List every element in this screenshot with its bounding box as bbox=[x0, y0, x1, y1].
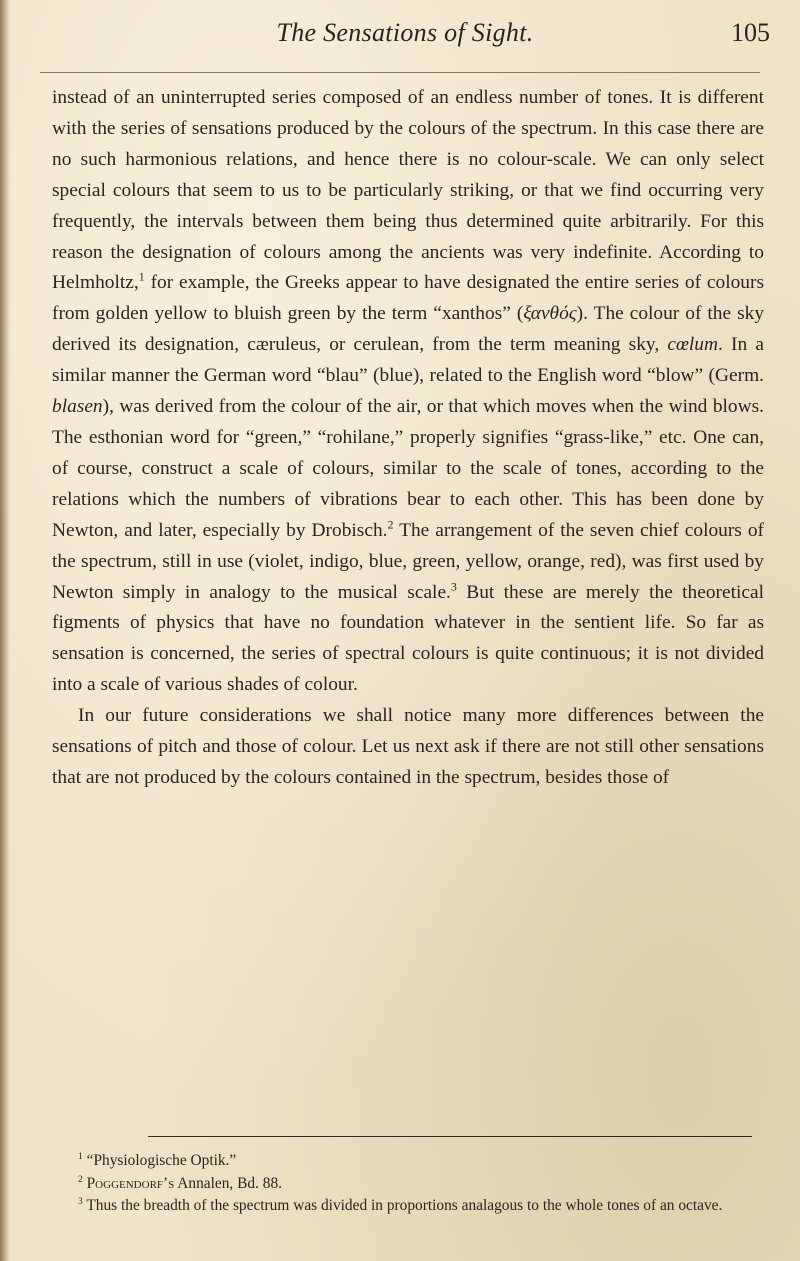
footnote-text: Thus the breadth of the spectrum was divided in proportions analagous to the whole tones of an octave. bbox=[86, 1197, 723, 1214]
text-run: But these are merely the theoretical figments of physics that have no foundation whatever in the sentient life. So far as sensation is concerned, the series of spectral colours is quite continuous; it is not divided into a scale of various shades of colour. bbox=[52, 581, 764, 696]
page-header bbox=[40, 18, 770, 58]
latin-term: cœlum bbox=[667, 334, 719, 356]
footnote-2 bbox=[52, 1173, 764, 1196]
page-edge-shadow bbox=[0, 0, 10, 1261]
footnote-rule bbox=[148, 1136, 752, 1137]
footnote-ref-2: 2 bbox=[387, 517, 394, 532]
text-run: instead of an uninterrupted series composed of an endless number of tones. It is different with the series of sensations produced by the colours of the spectrum. In this case there are no such harmonious relations, and hence there is no colour-scale. We can only select special colours that seem to us to be particularly striking, or that we find occurring very frequently, the intervals between them being thus determined quite arbitrarily. For this reason the designation of colours among the ancients was very indefinite. According to Helmholtz, bbox=[52, 87, 764, 294]
footnote-ref-3: 3 bbox=[450, 579, 457, 594]
header-rule bbox=[40, 72, 760, 73]
footnote-1 bbox=[52, 1150, 764, 1173]
footnotes bbox=[52, 1150, 764, 1218]
footnote-text: Annalen, Bd. 88. bbox=[174, 1174, 282, 1192]
text-run: . In a similar manner the German word “blau” (blue), related to the English word “blow” (Germ. bbox=[52, 334, 764, 387]
german-term: blasen bbox=[52, 396, 103, 418]
footnote-ref-1: 1 bbox=[138, 269, 145, 284]
running-title: The Sensations of Sight. bbox=[276, 18, 534, 47]
text-run: ). The colour of the sky derived its designation, cæruleus, or cerulean, from the term meaning sky, bbox=[52, 303, 765, 356]
footnote-marker: 2 bbox=[78, 1173, 83, 1185]
footnote-text: “Physiologische Optik.” bbox=[86, 1152, 237, 1169]
footnote-marker: 1 bbox=[78, 1150, 83, 1162]
footnote-smallcaps: Poggendorf’s bbox=[86, 1174, 175, 1192]
paragraph-2: In our future considerations we shall notice many more differences between the sensations of pitch and those of colour. Let us next ask if there are not still other sensations that are not produced by the colours contained in the spectrum, besides those of bbox=[52, 705, 764, 788]
page-number: 105 bbox=[731, 18, 770, 47]
footnote-3 bbox=[52, 1195, 764, 1218]
footnote-marker: 3 bbox=[78, 1195, 83, 1207]
text-run: for example, the Greeks appear to have designated the entire series of colours from golden yellow to bluish green by the term “xanthos” ( bbox=[52, 272, 764, 325]
greek-term: ξανθός bbox=[523, 303, 577, 325]
body-text bbox=[52, 83, 764, 794]
text-run: ), was derived from the colour of the air, or that which moves when the wind blows. The esthonian word for “green,” “rohilane,” properly signifies “grass-like,” etc. One can, of course, construct a scale of colours, similar to the scale of tones, according to the relations which the numbers of vibrations bear to each other. This has been done by Newton, and later, especially by Drobisch. bbox=[52, 396, 764, 541]
paragraph-1 bbox=[52, 83, 764, 701]
text-run: The arrangement of the seven chief colours of the spectrum, still in use (violet, indigo, blue, green, yellow, orange, red), was first used by Newton simply in analogy to the musical scale. bbox=[52, 519, 764, 603]
